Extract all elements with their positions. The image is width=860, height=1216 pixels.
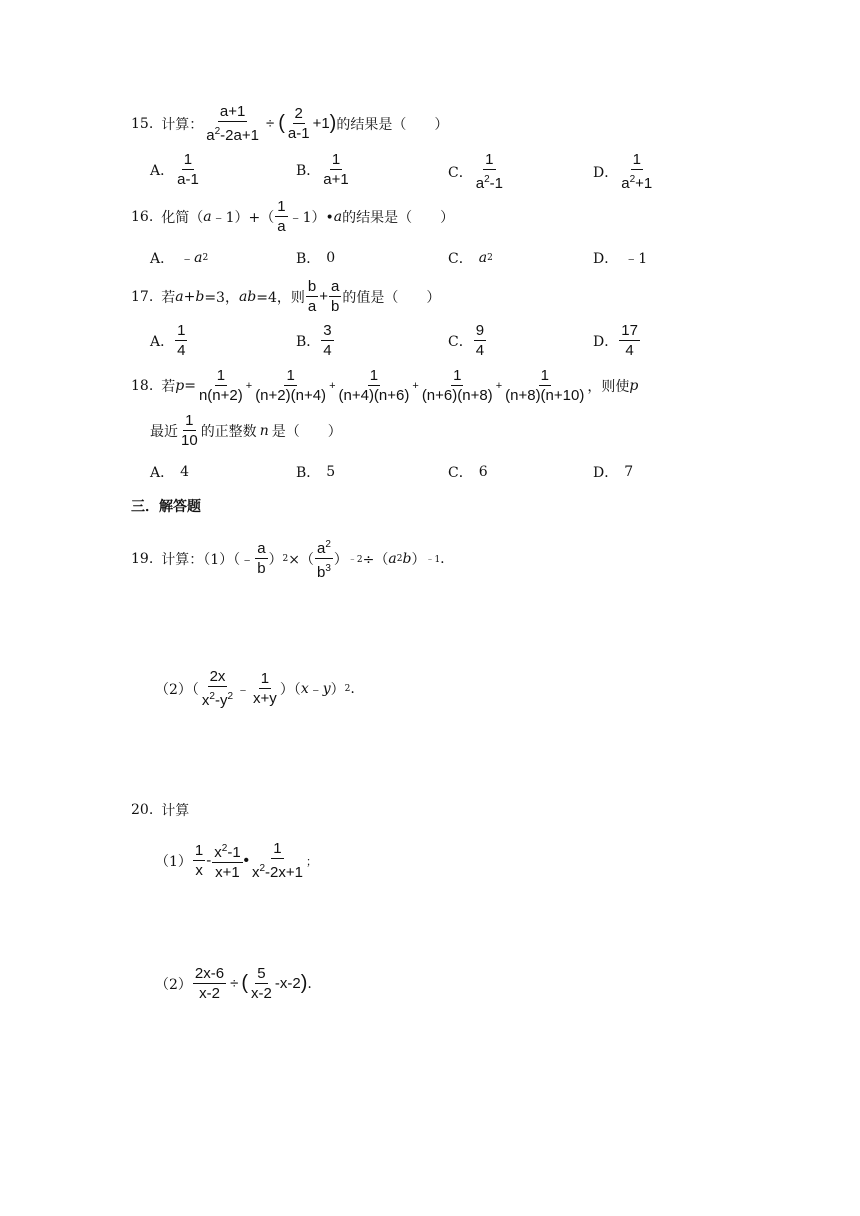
fraction: $\frac{a^2}{b^3}$ xyxy=(315,536,333,581)
variable: p xyxy=(175,377,185,394)
option-c[interactable] xyxy=(448,462,488,482)
fraction: $\frac{1}{a^2+1}$ xyxy=(621,151,653,192)
exponent: 2 xyxy=(396,553,403,564)
fraction: $\frac{1}{x+y}$ xyxy=(253,670,277,707)
paren: ） xyxy=(330,681,345,698)
variable: n xyxy=(259,422,269,439)
option-b[interactable] xyxy=(296,462,335,482)
option-label: D． xyxy=(593,465,619,481)
option-value: 4 xyxy=(180,464,190,480)
condition-value: =3， xyxy=(204,289,239,306)
fraction: $\frac{x^2-1}{x+1}$ xyxy=(212,840,242,881)
minus-sign: ﹣ xyxy=(308,681,323,698)
fraction: $\frac{1}{x}$ xyxy=(194,842,204,879)
question-suffix: 是（ ） xyxy=(271,423,342,440)
paren: ） xyxy=(411,551,426,568)
option-variable: a xyxy=(478,250,488,266)
option-a[interactable] xyxy=(150,462,189,482)
left-paren: ( xyxy=(241,972,249,994)
fraction: $\frac{a}{b}$ xyxy=(257,540,266,577)
right-paren: ) xyxy=(300,972,308,994)
variable: a xyxy=(388,550,397,567)
variable: a xyxy=(333,208,343,225)
option-d[interactable] xyxy=(593,462,633,482)
multiply-dot: • xyxy=(243,852,249,869)
section-title: 三．解答题 xyxy=(131,499,201,515)
question-text: 最近 xyxy=(150,423,178,440)
question-20-stem xyxy=(131,800,189,820)
option-label: A． xyxy=(150,465,175,481)
option-label: B． xyxy=(296,333,321,350)
expression-text: -x-2 xyxy=(274,975,301,992)
question-text: 的正整数 xyxy=(200,423,257,440)
fraction: $\frac{1}{(n+4)(n+6)}$ xyxy=(338,367,410,404)
option-label: D． xyxy=(593,333,619,350)
numerator: a+1 xyxy=(219,103,246,120)
variable: x xyxy=(300,680,309,697)
divide-sign: ÷ xyxy=(230,975,239,992)
question-18-line2 xyxy=(150,412,342,449)
question-17-stem xyxy=(131,278,440,315)
question-20-part2 xyxy=(155,965,312,1002)
option-label: C． xyxy=(448,251,473,267)
expression-text: ﹣1）• xyxy=(288,209,334,226)
fraction: $\frac{b}{a}$ xyxy=(307,278,317,315)
plus-sign: + xyxy=(319,288,329,305)
question-prefix: 化简（ xyxy=(161,209,204,226)
option-label: A． xyxy=(150,162,175,179)
fraction: $\frac{2x}{x^2-y^2}$ xyxy=(201,668,234,709)
fraction: $\frac{3}{4}$ xyxy=(323,322,332,359)
right-paren: ) xyxy=(329,112,337,134)
condition-expression: ab xyxy=(238,288,257,305)
option-d[interactable] xyxy=(593,248,647,268)
left-paren: ( xyxy=(278,112,285,134)
option-label: C． xyxy=(448,164,473,181)
question-prefix: 若 xyxy=(161,289,176,306)
condition-value: =4，则 xyxy=(256,289,305,306)
option-label: B． xyxy=(296,251,321,267)
expression-text: ﹣1）+（ xyxy=(211,209,275,226)
denominator: $a^2-2a+1$ xyxy=(206,126,259,144)
question-18-stem xyxy=(131,367,638,404)
plus-sign: + xyxy=(329,379,336,392)
minus-sign: ﹣ xyxy=(236,681,251,698)
question-16-stem xyxy=(131,198,454,235)
question-text: ，则使 xyxy=(587,378,630,395)
option-label: A． xyxy=(150,251,175,267)
option-a[interactable] xyxy=(150,322,188,359)
equals-sign: = xyxy=(184,377,196,394)
fraction: $\frac{1}{a}$ xyxy=(277,198,286,235)
option-b[interactable] xyxy=(296,151,352,188)
exponent: ﹣2 xyxy=(347,555,363,565)
fraction: $\frac{17}{4}$ xyxy=(621,322,638,359)
paren: ）（ xyxy=(279,681,301,698)
times-sign: ×（ xyxy=(288,551,314,568)
fraction: $\frac{1}{a+1}$ xyxy=(323,151,349,188)
paren: ） xyxy=(333,551,348,568)
option-variable: a xyxy=(194,250,203,266)
period: . xyxy=(350,680,355,697)
question-19-part2 xyxy=(155,668,355,709)
question-suffix: 的结果是（ ） xyxy=(336,116,449,133)
variable: a xyxy=(203,208,212,225)
fraction: $\frac{5}{x-2}$ xyxy=(251,965,272,1002)
question-number: 19. xyxy=(131,550,154,567)
question-prefix: 若 xyxy=(161,378,176,395)
question-prefix: 计算： xyxy=(161,116,204,133)
part-label: （2） xyxy=(155,976,192,993)
option-value: 6 xyxy=(478,464,488,480)
fraction: $\frac{1}{10}$ xyxy=(181,412,198,449)
divide-sign: ÷（ xyxy=(362,551,389,568)
semicolon: ； xyxy=(305,854,317,868)
plus-sign: + xyxy=(245,379,253,392)
option-label: C． xyxy=(448,333,473,350)
divide-sign: ÷ xyxy=(265,115,275,132)
paren: ） xyxy=(268,551,283,568)
option-label: B． xyxy=(296,465,321,481)
exponent: ﹣1 xyxy=(425,555,441,565)
fraction: $\frac{1}{a^2-1}$ xyxy=(475,151,503,192)
option-value: 5 xyxy=(326,464,336,480)
period: . xyxy=(307,975,312,992)
option-a[interactable] xyxy=(150,248,208,268)
option-label: A． xyxy=(150,333,175,350)
option-value: ﹣ xyxy=(180,251,195,267)
question-19-stem xyxy=(131,536,445,581)
option-exponent: 2 xyxy=(487,253,493,263)
exponent: 2 xyxy=(282,553,289,564)
option-c[interactable] xyxy=(448,248,493,268)
option-b[interactable] xyxy=(296,322,335,359)
option-value: 0 xyxy=(326,250,336,266)
question-number: 15. xyxy=(131,115,154,132)
fraction: $\frac{1}{4}$ xyxy=(177,322,186,359)
question-title: 计算 xyxy=(161,803,190,819)
question-number: 20. xyxy=(131,802,154,818)
fraction: $\frac{1}{(n+8)(n+10)}$ xyxy=(505,367,585,404)
question-number: 18. xyxy=(131,377,154,394)
plus-one: +1 xyxy=(312,115,330,132)
option-value: 7 xyxy=(624,464,634,480)
fraction: $\frac{1}{n(n+2)}$ xyxy=(198,367,243,404)
period: . xyxy=(440,550,445,567)
option-label: D． xyxy=(593,251,619,267)
fraction: $\frac{1}{(n+6)(n+8)}$ xyxy=(421,367,493,404)
option-b[interactable] xyxy=(296,248,335,268)
fraction: $\frac{1}{x^2-2x+1}$ xyxy=(251,840,303,881)
fraction: $\frac{2}{a-1}$ xyxy=(287,105,310,142)
variable: b xyxy=(402,550,412,567)
question-number: 17. xyxy=(131,288,154,305)
option-c[interactable] xyxy=(448,151,506,192)
plus-sign: + xyxy=(412,379,419,392)
condition-expression: a+b xyxy=(175,288,205,305)
fraction: $\frac{1}{a-1}$ xyxy=(177,151,199,188)
fraction: $\frac{2x-6}{x-2}$ xyxy=(194,965,225,1002)
fraction: $\frac{a}{b}$ xyxy=(331,278,340,315)
option-a[interactable] xyxy=(150,151,202,188)
option-exponent: 2 xyxy=(202,253,209,263)
fraction: $\frac{9}{4}$ xyxy=(475,322,485,359)
option-label: C． xyxy=(448,465,473,481)
part-label: （2）（ xyxy=(155,681,199,698)
option-c[interactable] xyxy=(448,322,487,359)
option-label: D． xyxy=(593,164,619,181)
fraction xyxy=(204,103,261,144)
exponent: 2 xyxy=(344,683,351,694)
plus-sign: + xyxy=(495,379,503,392)
variable: y xyxy=(322,680,331,697)
fraction: $\frac{1}{(n+2)(n+4)}$ xyxy=(255,367,327,404)
option-d[interactable] xyxy=(593,322,641,359)
variable: p xyxy=(629,377,639,394)
question-suffix: 的值是（ ） xyxy=(342,289,441,306)
question-15-stem xyxy=(131,103,448,144)
question-20-part1 xyxy=(155,840,317,881)
question-number: 16. xyxy=(131,208,154,225)
option-d[interactable] xyxy=(593,151,655,192)
minus-sign: - xyxy=(206,852,212,869)
question-prefix: 计算：（1）（﹣ xyxy=(161,551,255,568)
part-label: （1） xyxy=(155,853,192,870)
option-value: ﹣1 xyxy=(624,251,648,267)
option-label: B． xyxy=(296,162,321,179)
question-suffix: 的结果是（ ） xyxy=(342,209,455,226)
